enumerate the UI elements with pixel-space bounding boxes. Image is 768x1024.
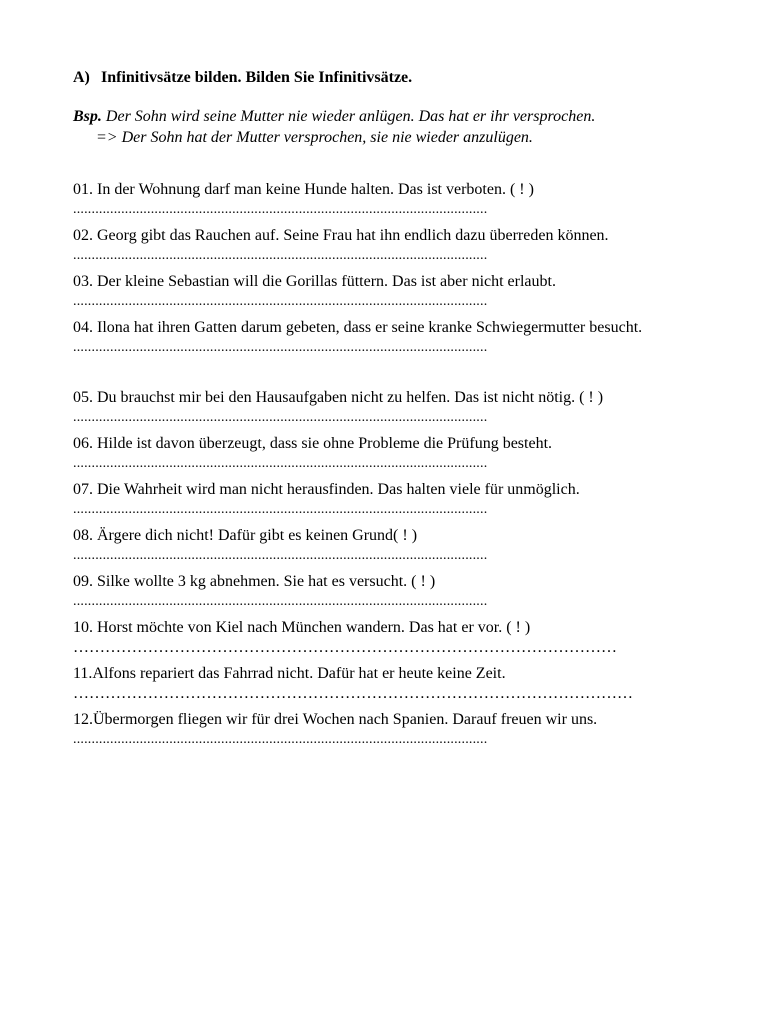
task-item — [73, 179, 703, 225]
task-text: 05. Du brauchst mir bei den Hausaufgaben nicht zu helfen. Das ist nicht nötig. ( ! ) — [73, 389, 604, 406]
task-item — [73, 433, 703, 479]
worksheet — [73, 66, 703, 755]
task-item — [73, 271, 703, 317]
task-list — [73, 179, 703, 755]
task-item — [73, 479, 703, 525]
answer-line[interactable]: ................................................................................................................ — [73, 456, 488, 471]
answer-line[interactable]: ................................................................................................................ — [73, 410, 488, 425]
answer-line[interactable]: ................................................................................................................ — [73, 732, 488, 747]
answer-line[interactable]: ................................................................................................................ — [73, 594, 488, 609]
task-item — [73, 571, 703, 617]
task-text: 04. Ilona hat ihren Gatten darum gebeten, dass er seine kranke Schwiegermutter besucht. — [73, 319, 643, 336]
section-title: Infinitivsätze bilden. Bilden Sie Infinitivsätze. — [101, 69, 413, 86]
answer-line[interactable]: ................................................................................................................ — [73, 202, 488, 217]
task-text: 08. Ärgere dich nicht! Dafür gibt es keinen Grund( ! ) — [73, 527, 418, 544]
example-solution: => Der Sohn hat der Mutter versprochen, sie nie wieder anzulügen. — [96, 129, 533, 146]
task-text: 11.Alfons repariert das Fahrrad nicht. Dafür hat er heute keine Zeit. — [73, 665, 506, 682]
task-text: 10. Horst möchte von Kiel nach München wandern. Das hat er vor. ( ! ) — [73, 619, 531, 636]
answer-line[interactable]: ................................................................................................................ — [73, 248, 488, 263]
example-label: Bsp. — [73, 108, 102, 125]
task-text: 03. Der kleine Sebastian will die Gorillas füttern. Das ist aber nicht erlaubt. — [73, 273, 556, 290]
task-text: 12.Übermorgen fliegen wir für drei Wochen nach Spanien. Darauf freuen wir uns. — [73, 711, 598, 728]
answer-line[interactable]: ................................................................................................................ — [73, 502, 488, 517]
task-text: 07. Die Wahrheit wird man nicht herausfinden. Das halten viele für unmöglich. — [73, 481, 580, 498]
answer-line[interactable]: ................................................................................................................ — [73, 294, 488, 309]
answer-line[interactable]: ………………………………………………………………………………………… — [73, 639, 617, 656]
task-item — [73, 525, 703, 571]
task-item — [73, 317, 703, 387]
task-text: 09. Silke wollte 3 kg abnehmen. Sie hat es versucht. ( ! ) — [73, 573, 436, 590]
task-text: 02. Georg gibt das Rauchen auf. Seine Frau hat ihn endlich dazu überreden können. — [73, 227, 609, 244]
task-text: 01. In der Wohnung darf man keine Hunde halten. Das ist verboten. ( ! ) — [73, 181, 534, 198]
example-block — [73, 106, 703, 148]
answer-line[interactable]: ................................................................................................................ — [73, 340, 488, 355]
example-sentence: Der Sohn wird seine Mutter nie wieder anlügen. Das hat er ihr versprochen. — [105, 108, 596, 125]
example-line — [73, 106, 703, 127]
task-item — [73, 663, 703, 709]
task-item — [73, 387, 703, 433]
answer-line[interactable]: ................................................................................................................ — [73, 548, 488, 563]
task-item — [73, 709, 703, 755]
section-heading — [73, 66, 703, 90]
task-text: 06. Hilde ist davon überzeugt, dass sie ohne Probleme die Prüfung besteht. — [73, 435, 553, 452]
answer-line[interactable]: …………………………………………………………………………………………… — [73, 685, 633, 702]
task-item — [73, 225, 703, 271]
section-label: A) — [73, 69, 90, 86]
task-item — [73, 617, 703, 663]
